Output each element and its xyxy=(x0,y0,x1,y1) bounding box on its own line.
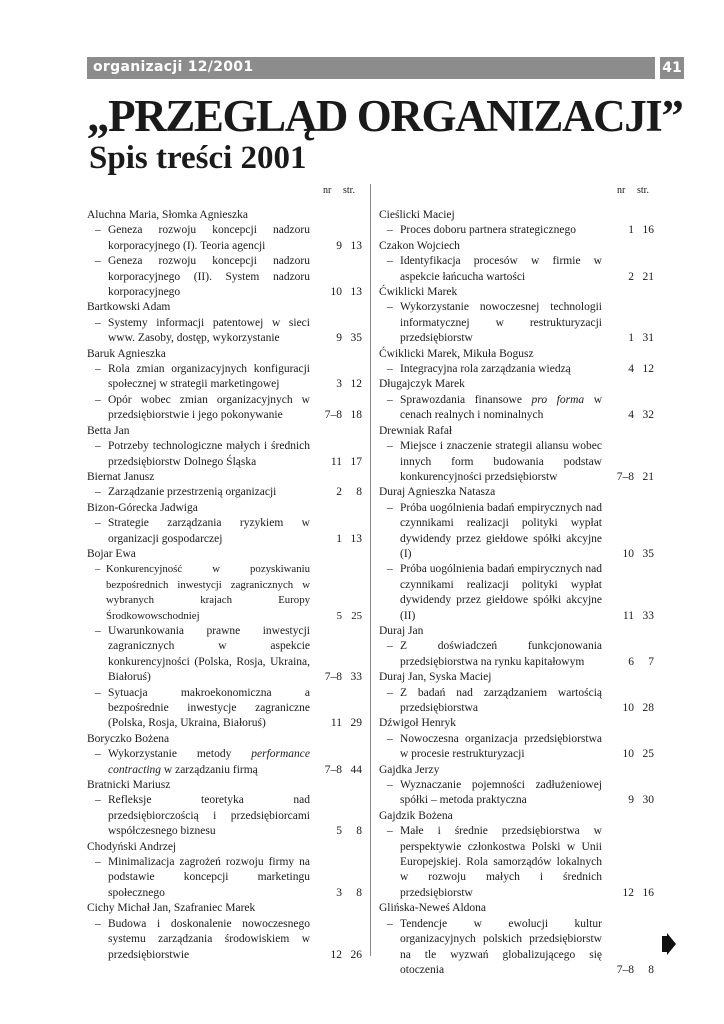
page-ref: 28 xyxy=(642,702,654,714)
issue-number: 5 xyxy=(336,825,342,838)
entry-title: Małe i średnie przedsiębiorstwa w perspektywie członkostwa Polski w Unii Europejskiej. Rola samorządów lokalnych w rozwoju małych i średnich przedsiębiorstw xyxy=(400,825,602,899)
page-ref: 8 xyxy=(356,886,362,899)
header-bar xyxy=(87,57,655,79)
page-ref: 18 xyxy=(350,409,362,422)
dash: – xyxy=(387,732,393,745)
dash: – xyxy=(387,363,393,376)
author-name: Betta Jan xyxy=(87,424,130,437)
toc-entry xyxy=(379,824,654,901)
page-ref: 21 xyxy=(642,470,654,483)
toc-entry xyxy=(87,223,362,254)
entry-title: Nowoczesna organizacja przedsiębiorstwa w procesie restrukturyzacji xyxy=(400,732,602,761)
dash: – xyxy=(387,501,393,514)
author-name: Ćwiklicki Marek, Mikuła Bogusz xyxy=(379,347,534,360)
page-ref: 8 xyxy=(356,825,362,838)
issue-number: 9 xyxy=(628,794,634,807)
toc-entry xyxy=(87,362,362,393)
dash: – xyxy=(95,224,101,237)
page-ref: 35 xyxy=(350,332,362,345)
toc-entry xyxy=(87,855,362,901)
entry-title: Wyznaczanie pojemności zadłużeniowej spółki – metoda praktyczna xyxy=(400,779,602,807)
toc-entry xyxy=(379,778,654,809)
toc-entry xyxy=(87,439,362,470)
toc-entry xyxy=(379,501,654,563)
issue-number: 2 xyxy=(628,270,634,283)
toc-entry xyxy=(87,793,362,839)
dash: – xyxy=(387,686,393,699)
dash: – xyxy=(387,255,393,268)
issue-number: 3 xyxy=(336,378,342,391)
dash: – xyxy=(95,316,101,329)
dash: – xyxy=(387,917,393,930)
author-name: Bartkowski Adam xyxy=(87,301,171,314)
issue-number: 10 xyxy=(330,286,342,299)
toc-entry xyxy=(379,686,654,717)
author-name: Duraj Jan xyxy=(379,624,424,637)
page-number: 41 xyxy=(660,57,684,79)
entry-title: Tendencje w ewolucji kultur organizacyjnych polskich przedsiębiorstw na tle wyzwań globalizującego się otoczenia xyxy=(400,917,602,976)
entry-title: Sprawozdania finansowe pro forma w cenach realnych i nominalnych xyxy=(400,393,602,422)
entry-title: Próba uogólnienia badań empirycznych nad czynnikami realizacji polityki wypłat dywidendy przez giełdowe spółki akcyjne (I) xyxy=(400,501,602,560)
issue-number: 11 xyxy=(330,717,342,730)
author-name: Bizon-Górecka Jadwiga xyxy=(87,501,198,514)
toc-entry xyxy=(379,300,654,346)
author-name: Duraj Jan, Syska Maciej xyxy=(379,671,492,684)
page-ref: 12 xyxy=(642,363,654,376)
dash: – xyxy=(387,224,393,237)
issue-number: 1 xyxy=(628,332,634,345)
entry-title: Integracyjna rola zarządzania wiedzą xyxy=(400,363,571,376)
toc-entry xyxy=(379,254,654,285)
page-ref: 25 xyxy=(351,609,362,622)
page-ref: 16 xyxy=(642,886,654,899)
issue-number: 7–8 xyxy=(616,470,634,483)
left-column xyxy=(87,208,362,963)
toc-entry xyxy=(379,393,654,424)
page-ref: 35 xyxy=(642,547,654,560)
dash: – xyxy=(387,563,393,576)
page-ref: 29 xyxy=(350,717,362,730)
issue-number: 10 xyxy=(622,748,634,761)
entry-title: Proces doboru partnera strategicznego xyxy=(400,224,576,237)
author-name: Bojar Ewa xyxy=(87,547,136,560)
page-ref: 31 xyxy=(642,332,654,345)
entry-title: Miejsce i znaczenie strategii aliansu wobec innych form budowania podstaw konkurencyjności przedsiębiorstw xyxy=(400,440,602,483)
page-ref: 17 xyxy=(350,455,362,468)
dash: – xyxy=(95,686,101,699)
dash: – xyxy=(95,440,101,453)
toc-entry xyxy=(379,439,654,485)
dash: – xyxy=(95,363,101,376)
entry-title: Konkurencyjność w pozyskiwaniu bezpośrednich inwestycji zagranicznych w wybranych krajach Europy Środkowowschodniej xyxy=(106,563,310,622)
page-ref: 33 xyxy=(350,671,362,684)
issue-number: 11 xyxy=(330,455,342,468)
entry-title: Zarządzanie przestrzenią organizacji xyxy=(108,486,277,499)
author-name: Czakon Wojciech xyxy=(379,239,460,252)
entry-title: Systemy informacji patentowej w sieci www. Zasoby, dostęp, wykorzystanie xyxy=(108,316,310,345)
issue-number: 2 xyxy=(336,486,342,499)
toc-entry xyxy=(87,516,362,547)
dash: – xyxy=(387,301,393,314)
entry-title: Potrzeby technologiczne małych i średnich przedsiębiorstw Dolnego Śląska xyxy=(108,440,310,468)
author-name: Gajdka Jerzy xyxy=(379,763,440,776)
toc-entry xyxy=(87,562,362,624)
dash: – xyxy=(95,794,101,807)
author-name: Cichy Michał Jan, Szafraniec Marek xyxy=(87,902,256,915)
issue-number: 4 xyxy=(628,409,634,422)
entry-title: Geneza rozwoju koncepcji nadzoru korporacyjnego (II). System nadzoru korporacyjnego xyxy=(108,255,310,299)
issue-number: 10 xyxy=(622,547,634,560)
toc-entry xyxy=(87,254,362,300)
dash: – xyxy=(95,624,101,637)
entry-title: Wykorzystanie nowoczesnej technologii informatycznej w restrukturyzacji przedsiębiorstw xyxy=(400,301,602,345)
page-ref: 12 xyxy=(350,378,362,391)
entry-title: Budowa i doskonalenie nowoczesnego systemu zarządzania środowiskiem w przedsiębiorstwie xyxy=(108,917,310,961)
dash: – xyxy=(95,917,101,930)
dash: – xyxy=(95,563,101,576)
page-title: „PRZEGLĄD ORGANIZACJI” xyxy=(87,91,683,141)
issue-number: 9 xyxy=(336,332,342,345)
entry-title: Sytuacja makroekonomiczna a bezpośrednie inwestycje zagraniczne (Polska, Rosja, Ukraina, Białoruś) xyxy=(108,686,310,730)
entry-title: Minimalizacja zagrożeń rozwoju firmy na podstawie koncepcji marketingu społecznego xyxy=(108,856,310,899)
str-label: str. xyxy=(637,185,649,196)
dash: – xyxy=(95,255,101,268)
dash: – xyxy=(387,393,393,406)
toc-entry xyxy=(379,562,654,624)
author-name: Dźwigoł Henryk xyxy=(379,717,456,730)
entry-title: Z badań nad zarządzaniem wartością przedsiębiorstwa xyxy=(400,686,602,714)
toc-entry xyxy=(87,624,362,686)
author-name: Biernat Janusz xyxy=(87,470,155,483)
entry-title: Opór wobec zmian organizacyjnych w przedsiębiorstwie i jego pokonywanie xyxy=(108,393,310,422)
issue-number: 7–8 xyxy=(324,671,342,684)
dash: – xyxy=(95,486,101,499)
toc-entry xyxy=(87,485,362,500)
toc-entry xyxy=(87,393,362,424)
issue-number: 10 xyxy=(622,702,634,714)
issue-number: 5 xyxy=(336,609,342,622)
page-ref: 25 xyxy=(642,748,654,761)
right-column xyxy=(379,208,654,978)
page-ref: 16 xyxy=(642,224,654,237)
author-name: Duraj Agnieszka Natasza xyxy=(379,486,496,499)
page-ref: 33 xyxy=(642,609,654,622)
dash: – xyxy=(95,856,101,869)
page-ref: 7 xyxy=(648,655,654,668)
author-name: Gajdzik Bożena xyxy=(379,809,453,822)
issue-number: 12 xyxy=(330,948,342,961)
toc-entry xyxy=(87,917,362,963)
author-name: Aluchna Maria, Słomka Agnieszka xyxy=(87,209,248,221)
page-subtitle: Spis treści 2001 xyxy=(89,140,307,176)
toc-entry xyxy=(379,223,654,238)
issue-number: 6 xyxy=(628,655,634,668)
author-name: Chodyński Andrzej xyxy=(87,840,177,853)
toc-entry xyxy=(87,686,362,732)
page-ref: 26 xyxy=(350,948,362,961)
page-ref: 13 xyxy=(350,239,362,252)
toc-entry xyxy=(379,732,654,763)
page-ref: 8 xyxy=(648,963,654,976)
entry-title: Próba uogólnienia badań empirycznych nad czynnikami realizacji polityki wypłat dywidendy przez giełdowe spółki akcyjne (II) xyxy=(400,563,602,622)
toc-entry xyxy=(379,362,654,377)
toc-entry xyxy=(379,917,654,979)
entry-title: Geneza rozwoju koncepcji nadzoru korporacyjnego (I). Teoria agencji xyxy=(108,224,310,252)
author-name: Baruk Agnieszka xyxy=(87,347,166,360)
page-ref: 13 xyxy=(350,286,362,299)
page-ref: 13 xyxy=(350,532,362,545)
toc-entry xyxy=(379,639,654,670)
journal-issue-label: organizacji 12/2001 xyxy=(93,59,254,75)
entry-title: Uwarunkowania prawne inwestycji zagranicznych w aspekcie konkurencyjności (Polska, Rosja, Ukraina, Białoruś) xyxy=(108,624,310,684)
page-ref: 21 xyxy=(642,270,654,283)
page-ref: 44 xyxy=(350,763,362,776)
entry-title: Rola zmian organizacyjnych konfiguracji społecznej w strategii marketingowej xyxy=(108,363,310,391)
dash: – xyxy=(387,640,393,653)
nr-label: nr xyxy=(617,185,626,196)
page-ref: 30 xyxy=(642,794,654,807)
entry-title: Z doświadczeń funkcjonowania przedsiębiorstwa na rynku kapitałowym xyxy=(400,640,602,668)
issue-number: 7–8 xyxy=(324,763,342,776)
issue-number: 7–8 xyxy=(324,409,342,422)
entry-title: Strategie zarządzania ryzykiem w organizacji gospodarczej xyxy=(108,517,310,545)
entry-title: Refleksje teoretyka nad przedsiębiorczością i przedsiębiorcami współczesnego biznesu xyxy=(108,794,310,838)
continue-arrow-icon xyxy=(662,933,676,955)
nr-label: nr xyxy=(323,185,332,196)
page-ref: 32 xyxy=(642,409,654,422)
entry-title: Identyfikacja procesów w firmie w aspekcie łańcucha wartości xyxy=(400,255,602,283)
entry-title: Wykorzystanie metody performance contracting w zarządzaniu firmą xyxy=(108,748,310,776)
author-name: Ćwiklicki Marek xyxy=(379,286,458,299)
page-ref: 8 xyxy=(356,486,362,499)
author-name: Boryczko Bożena xyxy=(87,732,170,745)
issue-number: 4 xyxy=(628,363,634,376)
dash: – xyxy=(387,779,393,792)
dash: – xyxy=(95,393,101,406)
str-label: str. xyxy=(343,185,355,196)
dash: – xyxy=(95,517,101,530)
author-name: Drewniak Rafał xyxy=(379,424,453,437)
toc-entry xyxy=(87,316,362,347)
author-name: Długajczyk Marek xyxy=(379,378,465,391)
column-divider xyxy=(370,184,371,956)
issue-number: 12 xyxy=(622,886,634,899)
issue-number: 1 xyxy=(336,532,342,545)
author-name: Bratnicki Mariusz xyxy=(87,779,171,792)
author-name: Glińska-Neweś Aldona xyxy=(379,902,486,915)
toc-entry xyxy=(87,747,362,778)
dash: – xyxy=(95,748,101,761)
author-name: Cieślicki Maciej xyxy=(379,209,455,221)
issue-number: 9 xyxy=(336,239,342,252)
issue-number: 11 xyxy=(622,609,634,622)
issue-number: 3 xyxy=(336,886,342,899)
dash: – xyxy=(387,825,393,838)
issue-number: 1 xyxy=(628,224,634,237)
issue-number: 7–8 xyxy=(616,963,634,976)
dash: – xyxy=(387,440,393,453)
